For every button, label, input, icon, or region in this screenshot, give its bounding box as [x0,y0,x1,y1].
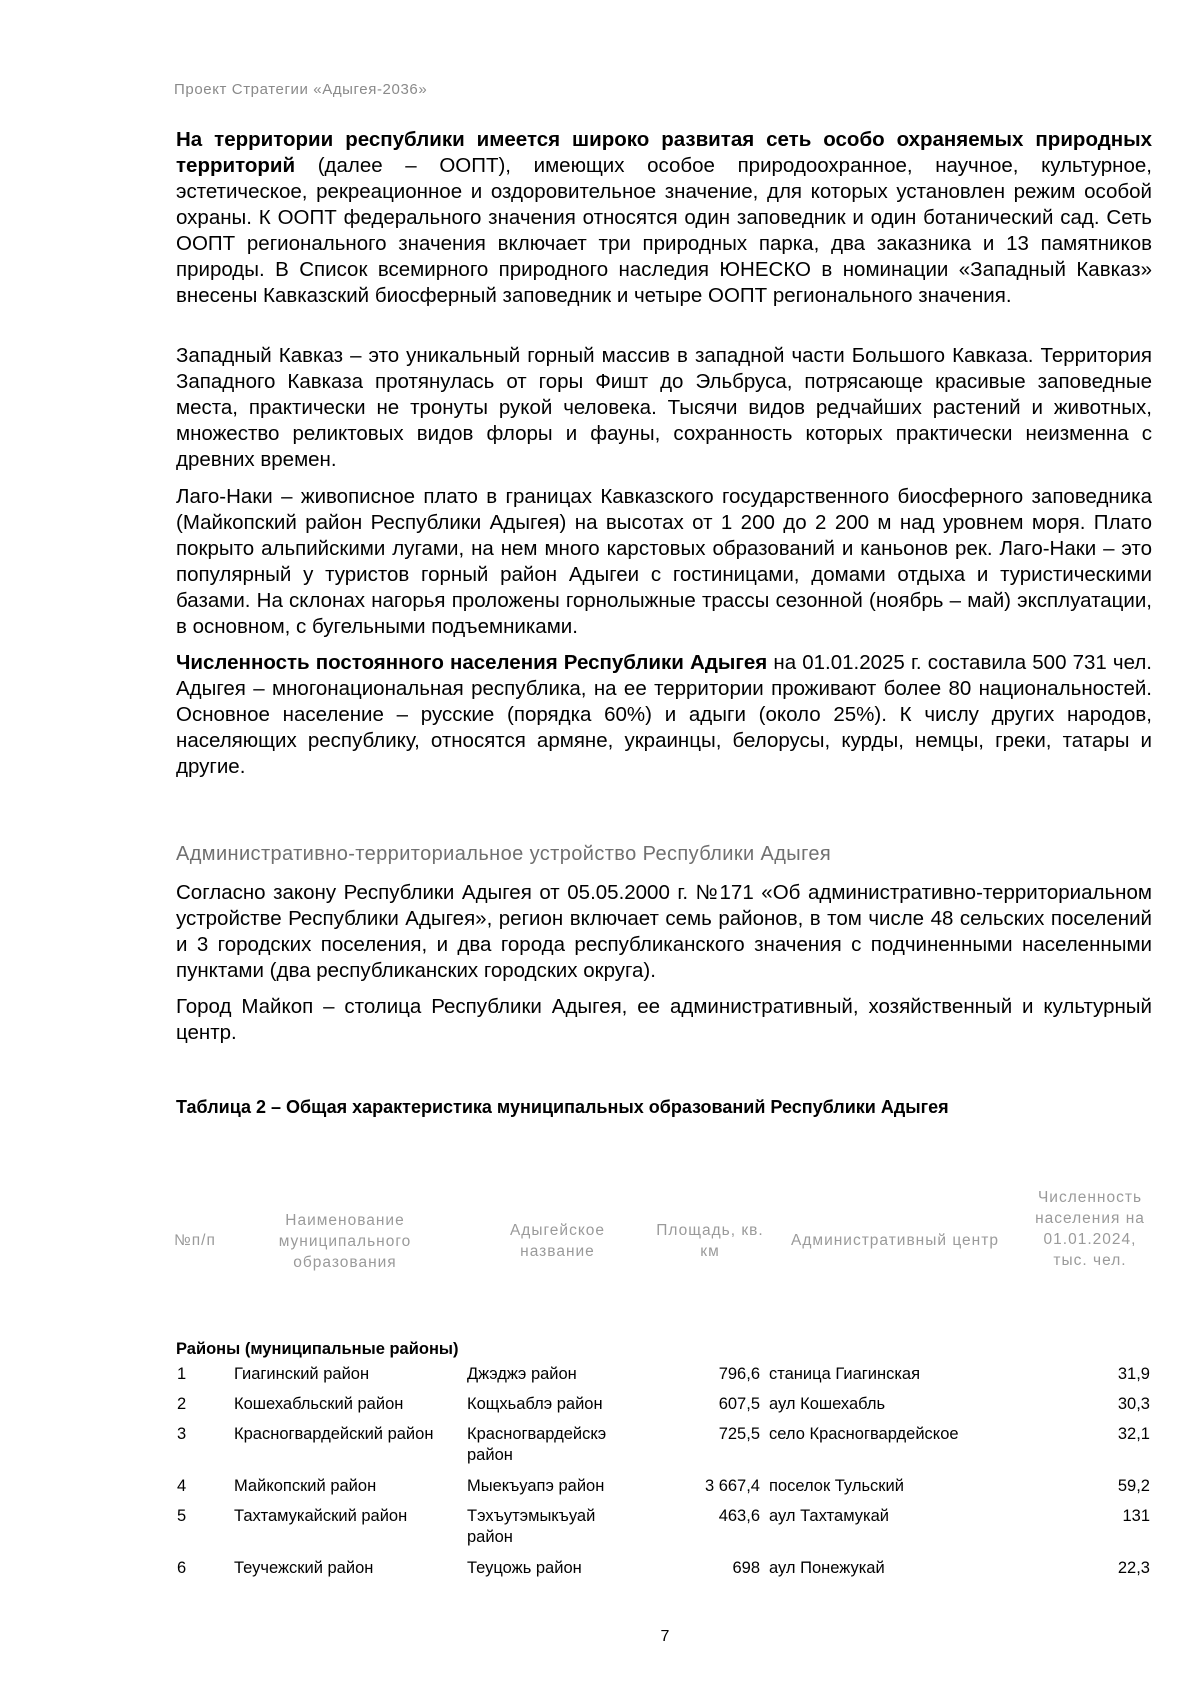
cell-name: Тахтамукайский район [234,1507,408,1525]
cell-area: 607,5 [718,1395,760,1413]
cell-adyghe: Джэджэ район [467,1365,577,1383]
cell-name: Красногвардейский район [234,1425,434,1443]
cell-num: 1 [177,1365,187,1383]
cell-center: аул Кошехабль [769,1395,886,1413]
paragraph-lago-naki: Лаго-Наки – живописное плато в границах Кавказского государственного биосферного заповедника (Майкопский район Республики Адыгея) на высотах от 1 200 до 2 200 м над уровнем моря. Плато покрыто альпийскими лугами, на нем много карстовых образований и каньонов рек. Лаго-Наки – это популярный у туристов горный район Адыгеи с гостиницами, домами отдыха и туристическими базами. На склонах нагорья проложены горнолыжные трассы сезонной (ноябрь – май) эксплуатации, в основном, с бугельными подъемниками. [176,485,1152,638]
paragraph-administrative-law: Согласно закону Республики Адыгея от 05.05.2000 г. №171 «Об административно-территориальном устройстве Республики Адыгея», регион включает семь районов, в том числе 48 сельских поселений и 3 городских поселения, и два города республиканского значения с подчиненными населенными пунктами (два республиканских городских округа). [176,881,1152,982]
cell-population: 59,2 [1117,1477,1150,1495]
header-num: №п/п [174,1232,216,1249]
table-header [0,1175,1200,1305]
cell-area: 698 [732,1559,760,1577]
cell-area: 725,5 [718,1425,760,1443]
cell-center: станица Гиагинская [769,1365,921,1383]
cell-adyghe: Мыекъуапэ район [467,1477,605,1495]
paragraph-lead-bold: На территории республики имеется широко развитая сеть особо охраняемых природных территорий [176,128,1152,177]
header-adyghe: Адыгейское название [509,1222,606,1260]
paragraph-capital: Город Майкоп – столица Республики Адыгея, ее административный, хозяйственный и культурный центр. [176,995,1152,1044]
paragraph-population [176,650,1152,780]
header-area: Площадь, кв. км [656,1222,764,1260]
cell-population: 32,1 [1117,1425,1150,1443]
paragraph-western-caucasus: Западный Кавказ – это уникальный горный массив в западной части Большого Кавказа. Территория Западного Кавказа протянулась от горы Фишт до Эльбруса, потрясающе красивые заповедные места, практически не тронуты рукой человека. Тысячи видов редчайших растений и животных, множество реликтовых видов флоры и фауны, сохранность которых практически неизменна с древних времен. [176,344,1152,471]
cell-adyghe: Теуцожь район [467,1559,582,1577]
cell-num: 5 [177,1507,187,1525]
cell-area: 463,6 [718,1507,760,1525]
page-number: 7 [660,1628,670,1645]
cell-name: Теучежский район [234,1559,374,1577]
table-caption: Таблица 2 – Общая характеристика муниципальных образований Республики Адыгея [176,1097,949,1117]
cell-population: 30,3 [1117,1395,1150,1413]
cell-num: 6 [177,1559,187,1577]
cell-population: 131 [1122,1507,1150,1525]
cell-adyghe: Красногвардейскэ район [467,1425,607,1464]
cell-name: Кошехабльский район [234,1395,404,1413]
header-population: Численность населения на 01.01.2024, тыс. чел. [1035,1189,1145,1269]
cell-population: 31,9 [1117,1365,1150,1383]
cell-center: село Красногвардейское [769,1425,959,1443]
cell-adyghe: Кощхьаблэ район [467,1395,603,1413]
section-heading: Административно-территориальное устройство Республики Адыгея [176,843,832,865]
table-group-label: Районы (муниципальные районы) [176,1340,459,1358]
cell-area: 796,6 [718,1365,760,1383]
paragraph-body: на 01.01.2025 г. составила 500 731 чел. Адыгея – многонациональная республика, на ее территории проживают более 80 национальностей. Основное население – русские (порядка 60%) и адыги (около 25%). К числу других народов, населяющих республику, относятся армяне, украинцы, белорусы, курды, немцы, греки, татары и другие. [176,651,1152,778]
cell-center: аул Понежукай [769,1559,885,1577]
cell-num: 2 [177,1395,187,1413]
cell-name: Гиагинский район [234,1365,370,1383]
header-center: Административный центр [791,1232,999,1249]
cell-population: 22,3 [1117,1559,1150,1577]
cell-name: Майкопский район [234,1477,377,1495]
cell-num: 3 [177,1425,187,1443]
paragraph-lead-bold: Численность постоянного населения Республики Адыгея [176,651,768,674]
cell-num: 4 [177,1477,187,1495]
cell-center: поселок Тульский [769,1477,904,1495]
running-header: Проект Стратегии «Адыгея-2036» [174,81,428,98]
cell-area: 3 667,4 [704,1477,760,1495]
header-name: Наименование муниципального образования [278,1212,412,1271]
cell-center: аул Тахтамукай [769,1507,889,1525]
cell-adyghe: Тэхъутэмыкъуай район [467,1507,596,1546]
paragraph-body: (далее – ООПТ), имеющих особое природоохранное, научное, культурное, эстетическое, рекреационное и оздоровительное значение, для которых установлен режим особой охраны. К ООПТ федерального значения относятся один заповедник и один ботанический сад. Сеть ООПТ регионального значения включает три природных парка, два заказника и 13 памятников природы. В Список всемирного природного наследия ЮНЕСКО в номинации «Западный Кавказ» внесены Кавказский биосферный заповедник и четыре ООПТ регионального значения. [176,154,1152,307]
paragraph-protected-areas [176,127,1152,309]
